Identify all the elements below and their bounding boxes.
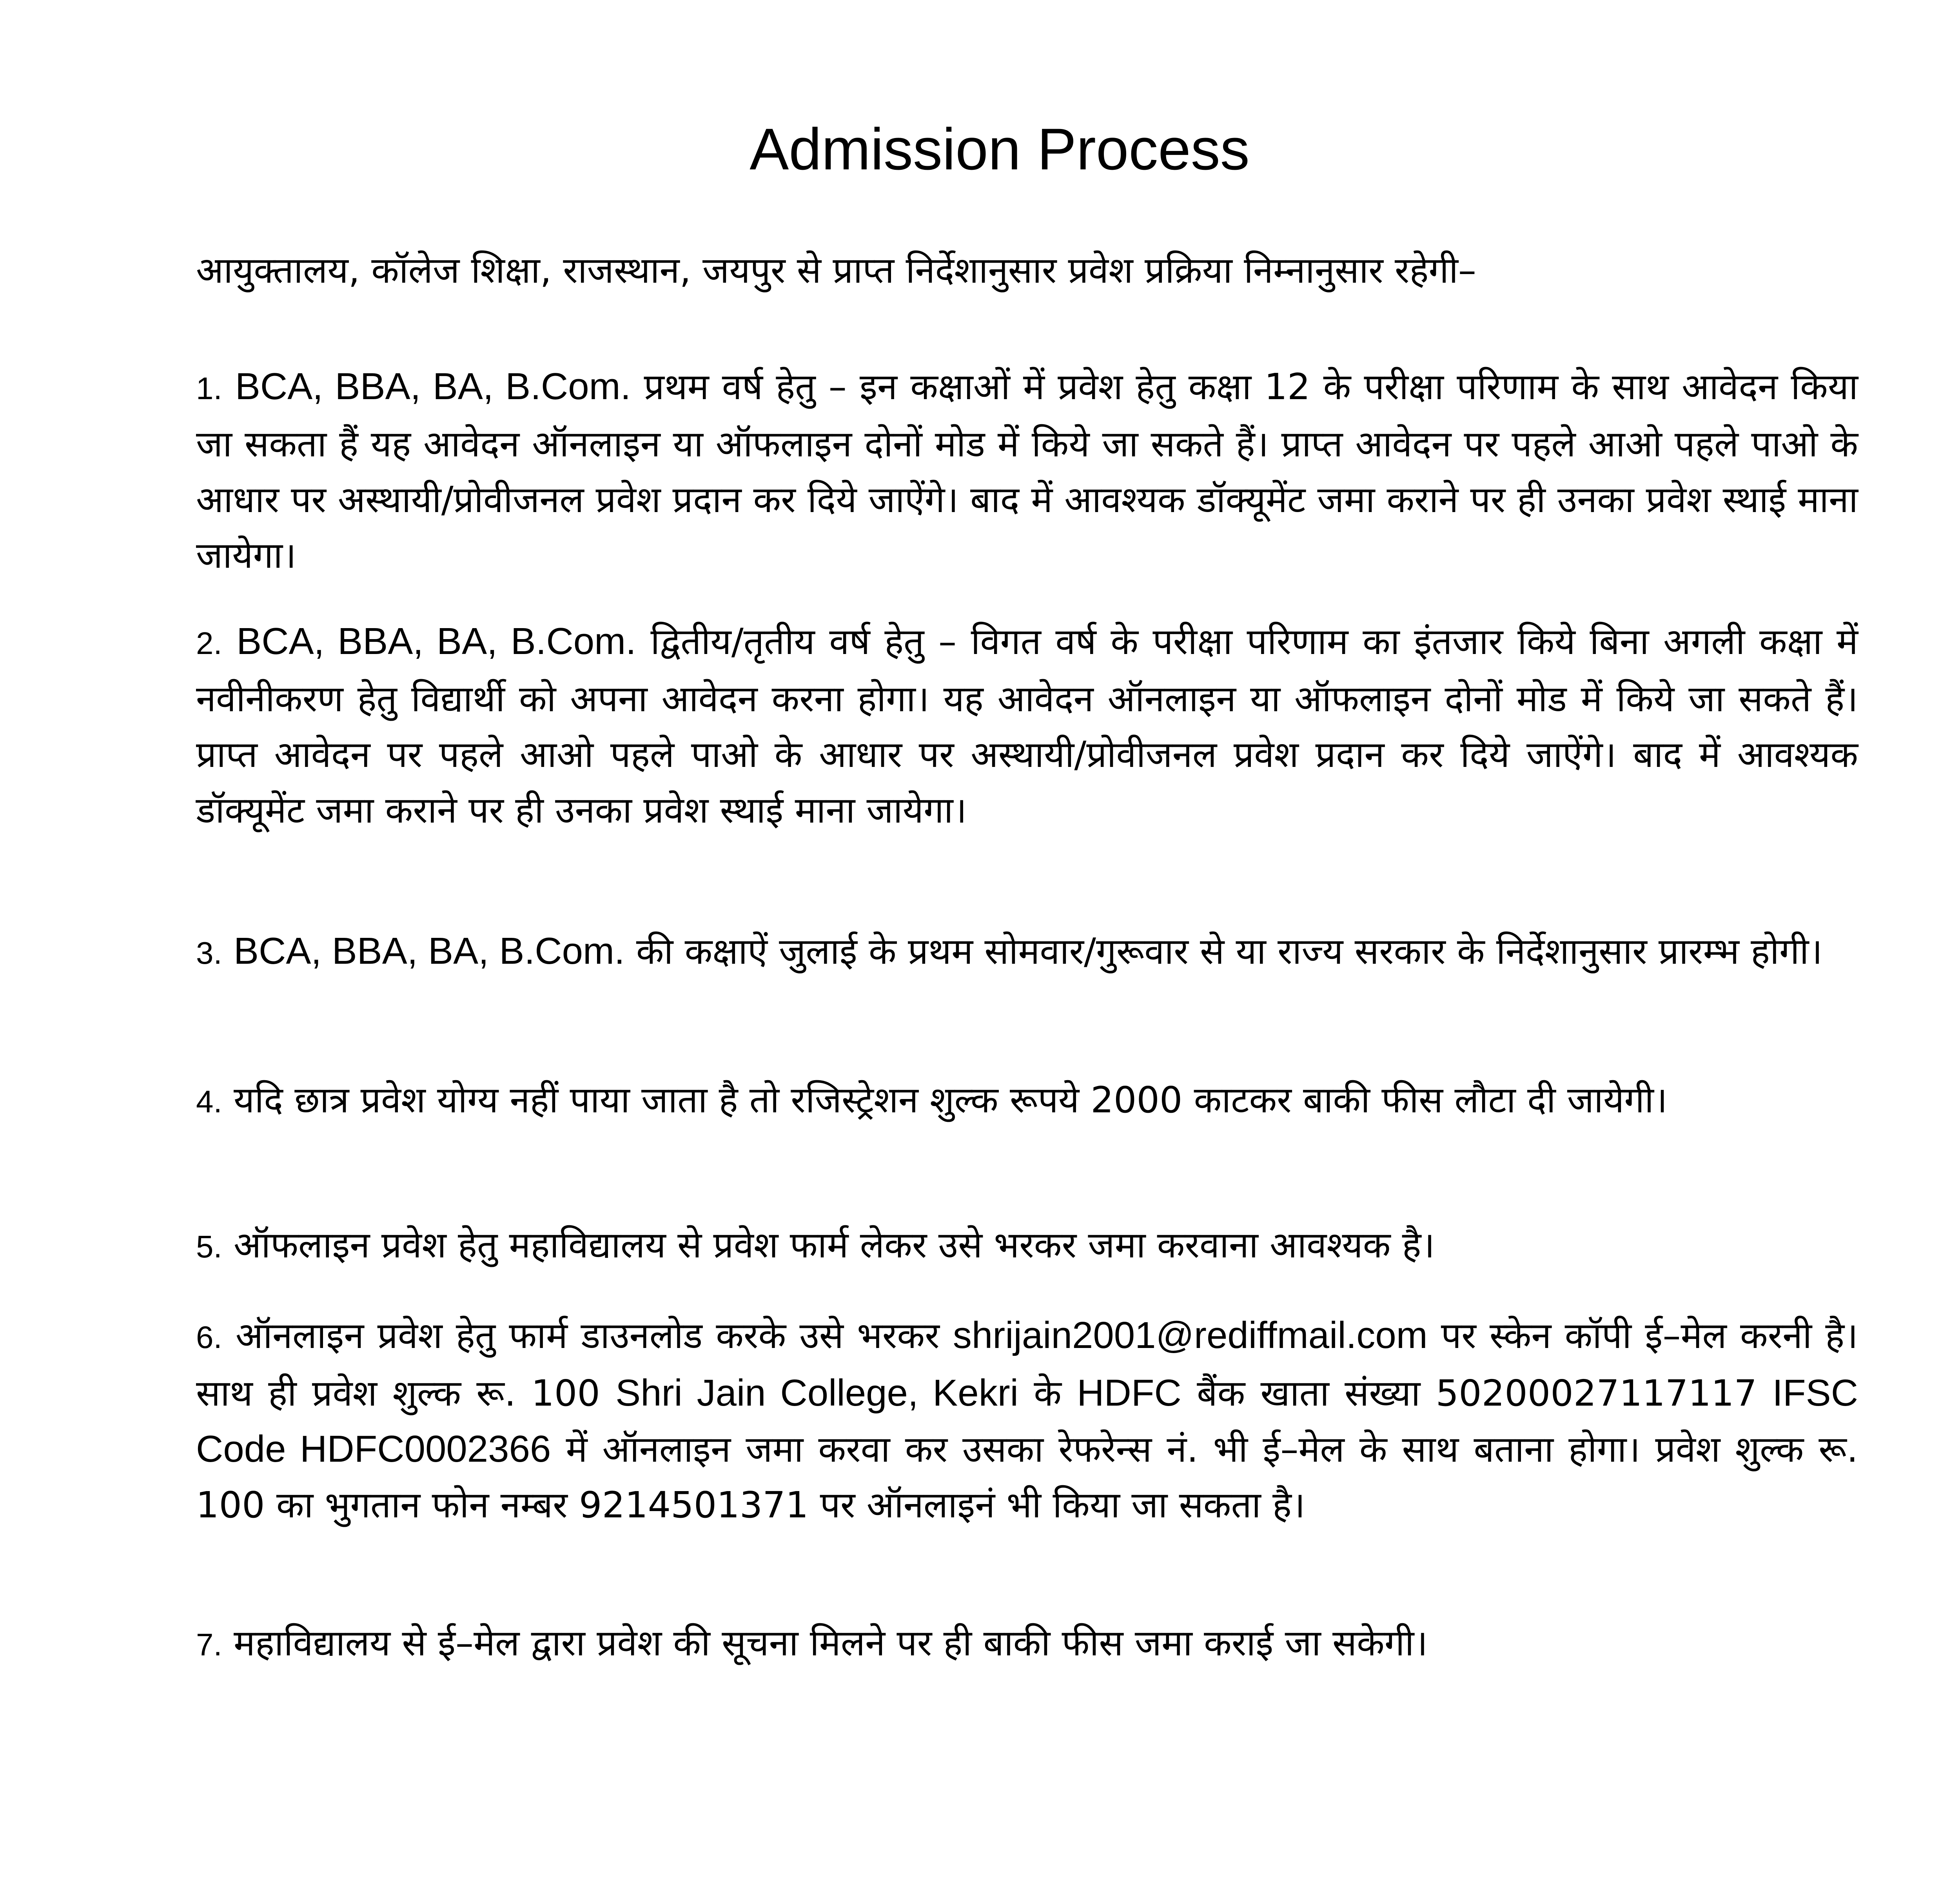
item-text: की कक्षाऐं जुलाई के प्रथम सोमवार/गुरूवार से या राज्य सरकार के निर्देशानुसार प्रारम्भ होगी। [636,930,1823,972]
list-item [196,1072,1858,1130]
item-text: पर स्केन कॉपी ई–मेल करनी है। साथ ही प्रवेश शुल्क रू. 100 [196,1315,1858,1414]
item-number: 6. [196,1320,222,1355]
list-item [196,923,1858,981]
item-text: प्रथम वर्ष हेतु – इन कक्षाओं में प्रवेश हेतु कक्षा 12 के परीक्षा परिणाम के साथ आवेदन किया जा सकता हैं यह आवेदन ऑनलाइन या ऑफलाइन दोनों मोड में किये जा सकते हैं। प्राप्त आवेदन पर पहले आओ पहले पाओ के आधार पर अस्थायी/प्रोवीजनल प्रवेश प्रदान कर दिये जाऐंगे। बाद में आवश्यक डॉक्यूमेंट जमा कराने पर ही उनका प्रवेश स्थाई माना जायेगा। [196,366,1858,576]
item-text: में ऑनलाइन जमा करवा कर उसका रेफरेन्स नं. भी ई–मेल के साथ बताना होगा। प्रवेश शुल्क रू. 100 का भुगतान फोन नम्बर 9214501371 पर ऑनलाइनं भी किया जा सकता है। [196,1428,1858,1526]
item-number: 1. [196,371,222,406]
item-text: महाविद्यालय से ई–मेल द्वारा प्रवेश की सूचना मिलने पर ही बाकी फीस जमा कराई जा सकेगी। [233,1622,1428,1664]
item-number: 4. [196,1084,222,1119]
course-list: BCA, BBA, BA, B.Com. [235,365,631,407]
item-number: 7. [196,1627,222,1662]
list-item [196,1217,1858,1275]
item-text: ऑनलाइन प्रवेश हेतु फार्म डाउनलोड करके उसे भरकर [235,1315,940,1357]
item-number: 5. [196,1229,222,1264]
item-text: के [1034,1372,1062,1414]
item-number: 2. [196,626,222,661]
list-item [196,614,1858,838]
item-text: यदि छात्र प्रवेश योग्य नहीं पाया जाता है तो रजिस्ट्रेशन शुल्क रूपये 2000 काटकर बाकी फीस लौटा दी जायेगी। [233,1079,1668,1121]
item-text: ऑफलाइन प्रवेश हेतु महाविद्यालय से प्रवेश फार्म लेकर उसे भरकर जमा करवाना आवश्यक है। [233,1224,1435,1266]
college-name: Shri Jain College, Kekri [615,1372,1018,1414]
intro-paragraph: आयुक्तालय, कॉलेज शिक्षा, राजस्थान, जयपुर से प्राप्त निर्देशानुसार प्रवेश प्रक्रिया निम्नानुसार रहेगी– [196,249,1476,291]
item-text: द्वितीय/तृतीय वर्ष हेतु – विगत वर्ष के परीक्षा परिणाम का इंतजार किये बिना अगली कक्षा में नवीनीकरण हेतु विद्यार्थी को अपना आवेदन करना होगा। यह आवेदन ऑनलाइन या ऑफलाइन दोनों मोड में किये जा सकते हैं। प्राप्त आवेदन पर पहले आओ पहले पाओ के आधार पर अस्थायी/प्रोवीजनल प्रवेश प्रदान कर दिये जाऐंगे। बाद में आवश्यक डॉक्यूमेंट जमा कराने पर ही उनका प्रवेश स्थाई माना जायेगा। [196,621,1858,831]
item-number: 3. [196,936,222,970]
bank-name: HDFC [1077,1372,1181,1414]
email-address: shrijain2001@rediffmail.com [953,1314,1428,1356]
item-text: बैंक खाता संख्या 50200027117117 [1197,1372,1757,1414]
course-list: BCA, BBA, BA, B.Com. [236,620,636,662]
course-list: BCA, BBA, BA, B.Com. [233,930,625,972]
list-item [196,1308,1858,1533]
list-item [196,359,1858,583]
list-item [196,1615,1858,1673]
page-title: Admission Process [750,116,1250,182]
ifsc-code: IFSC Code HDFC0002366 [196,1372,1858,1470]
